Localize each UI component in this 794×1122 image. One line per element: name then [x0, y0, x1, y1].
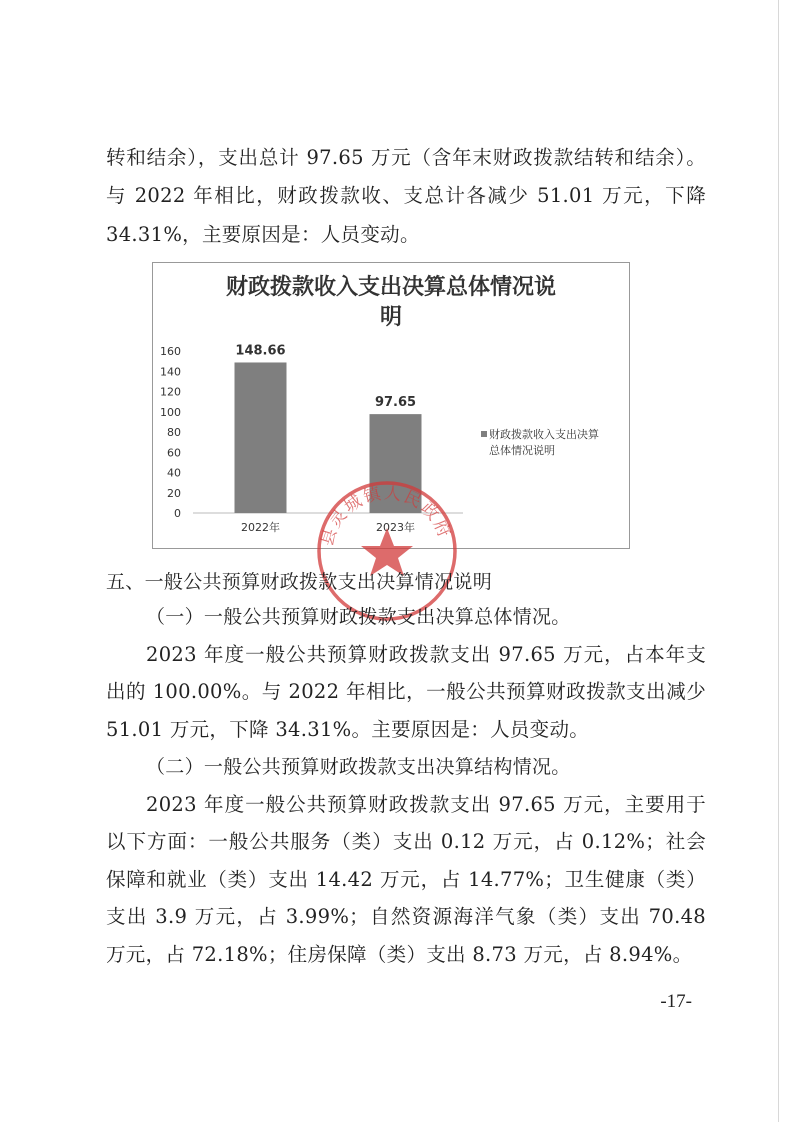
legend-swatch: [481, 431, 487, 437]
paragraph-line: 2023 年度一般公共预算财政拨款支出 97.65 万元，主要用于: [146, 793, 706, 816]
paragraph-line: 万元，占 72.18%；住房保障（类）支出 8.73 万元，占 8.94%。: [106, 943, 693, 966]
subsection-heading: （二）一般公共预算财政拨款支出决算结构情况。: [146, 756, 571, 778]
y-tick-label: 80: [167, 426, 181, 439]
y-tick-label: 140: [160, 365, 181, 379]
y-tick-label: 60: [167, 446, 181, 460]
paragraph-line: 转和结余），支出总计 97.65 万元（含年末财政拨款结转和结余）。: [106, 146, 706, 169]
paragraph-line: 51.01 万元，下降 34.31%。主要原因是：人员变动。: [106, 718, 590, 741]
y-tick-label: 40: [167, 466, 181, 480]
paragraph-line: 支出 3.9 万元，占 3.99%；自然资源海洋气象（类）支出 70.48: [106, 905, 706, 928]
paragraph-line: 出的 100.00%。与 2022 年相比，一般公共预算财政拨款支出减少: [106, 680, 706, 703]
legend-label-line1: 财政拨款收入支出决算: [489, 428, 599, 441]
paragraph-line: 与 2022 年相比，财政拨款收、支总计各减少 51.01 万元，下降: [106, 184, 706, 207]
y-tick-label: 160: [160, 345, 181, 358]
y-tick-label: 100: [160, 405, 181, 419]
section-heading: 五、一般公共预算财政拨款支出决算情况说明: [106, 571, 493, 593]
legend-label-line2: 总体情况说明: [489, 444, 555, 457]
paragraph-line: 2023 年度一般公共预算财政拨款支出 97.65 万元，占本年支: [146, 643, 706, 666]
paragraph-line: 34.31%，主要原因是：人员变动。: [106, 223, 420, 246]
chart-title-line1: 财政拨款收入支出决算总体情况说: [225, 275, 556, 300]
y-tick-label: 120: [160, 385, 181, 399]
x-tick-label: 2022年: [241, 521, 280, 534]
stamp-text: 县灵城镇人民政府: [317, 483, 455, 549]
y-tick-label: 0: [174, 507, 181, 520]
paragraph-line: 以下方面：一般公共服务（类）支出 0.12 万元，占 0.12%；社会: [106, 830, 706, 853]
bar: [235, 362, 287, 513]
x-tick-label: 2023年: [376, 521, 415, 534]
subsection-heading: （一）一般公共预算财政拨款支出决算总体情况。: [146, 606, 571, 628]
scan-edge-line: [778, 0, 779, 1122]
chart-title-line2: 明: [379, 305, 402, 330]
data-label: 97.65: [374, 395, 417, 411]
y-tick-label: 20: [167, 486, 181, 500]
page-number: -17-: [660, 991, 692, 1012]
data-label: 148.66: [235, 343, 286, 359]
paragraph-line: 保障和就业（类）支出 14.42 万元，占 14.77%；卫生健康（类）: [106, 868, 706, 891]
